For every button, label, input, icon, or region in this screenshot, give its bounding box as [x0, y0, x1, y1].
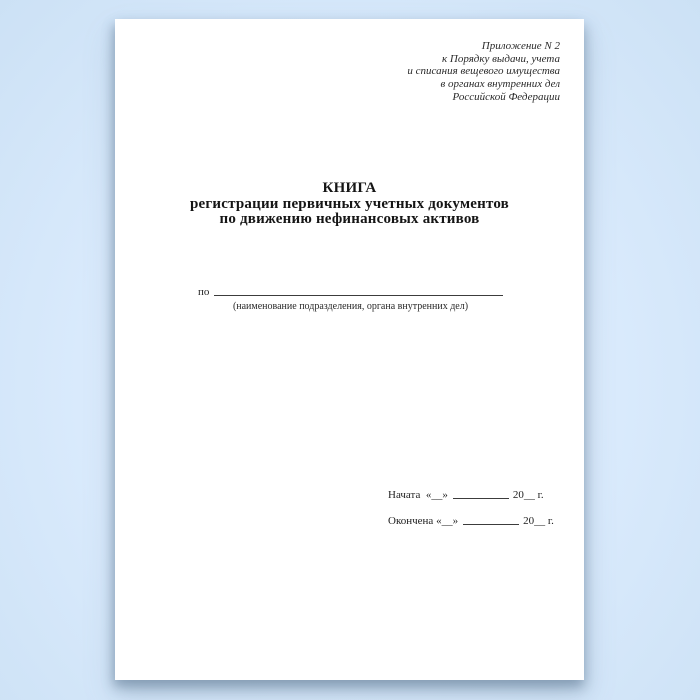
- date-finished-label: Окончена: [388, 515, 437, 527]
- department-caption: (наименование подразделения, органа внутренних дел): [232, 301, 469, 312]
- book-title: [115, 181, 584, 228]
- appendix-line: Приложение N 2: [481, 40, 560, 52]
- date-blank-line: [463, 513, 519, 525]
- year-suffix: г.: [545, 515, 554, 527]
- date-started-row: [388, 486, 554, 501]
- date-blank-line: [453, 487, 509, 499]
- date-finished-row: [388, 512, 554, 527]
- appendix-line: Российской Федерации: [452, 90, 560, 103]
- title-line: КНИГА: [322, 180, 377, 196]
- day-quote: «__»: [436, 515, 459, 527]
- department-section: [198, 283, 503, 312]
- appendix-line: и списания вещевого имущества: [407, 65, 560, 78]
- year-suffix: г.: [534, 489, 544, 501]
- department-row: [198, 283, 503, 298]
- year-text: 20__: [523, 515, 546, 527]
- department-blank-line: [214, 284, 503, 296]
- department-prefix: по: [198, 286, 210, 298]
- dates-section: [388, 486, 554, 538]
- appendix-line: в органах внутренних дел: [440, 78, 560, 91]
- appendix-line: к Порядку выдачи, учета: [442, 52, 560, 65]
- date-started-label: Начата: [388, 489, 426, 501]
- title-line: по движению нефинансовых активов: [219, 211, 480, 227]
- title-line: регистрации первичных учетных документов: [190, 195, 509, 212]
- appendix-note: [407, 40, 560, 104]
- year-text: 20__: [512, 489, 535, 501]
- document-page: [115, 19, 584, 680]
- day-quote: «__»: [425, 489, 448, 501]
